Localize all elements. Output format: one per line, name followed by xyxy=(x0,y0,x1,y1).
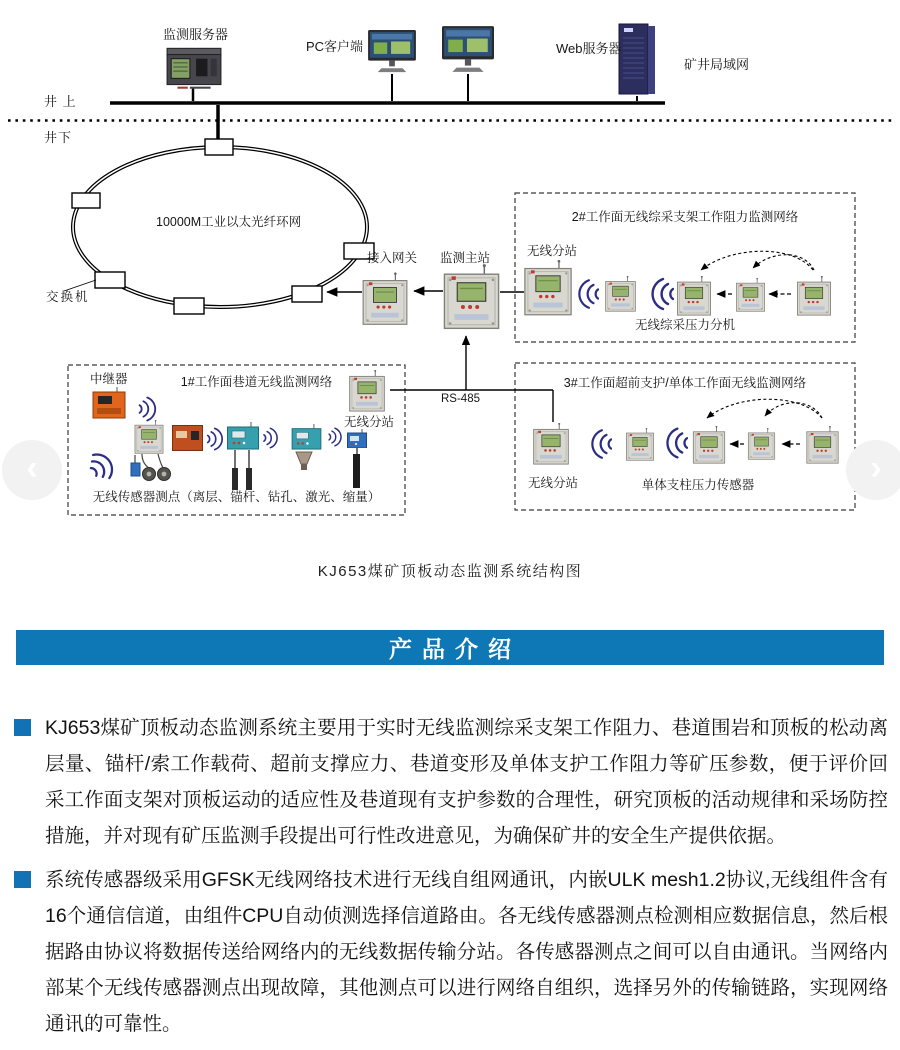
product-intro-section xyxy=(14,710,888,1050)
label-fiber-ring: 10000M工业以太光纤环网 xyxy=(156,215,302,229)
section-banner-title: 产品介绍 xyxy=(389,636,521,662)
chevron-right-icon: › xyxy=(870,449,882,487)
network3-devices xyxy=(534,399,839,464)
label-master-station: 监测主站 xyxy=(440,251,491,265)
pc-client-monitor-1 xyxy=(368,30,416,72)
chevron-left-icon: ‹ xyxy=(26,449,38,487)
paragraph-text: 系统传感器级采用GFSK无线网络技术进行无线自组网通讯，内嵌ULK mesh1.2协议,无线组件含有16个通信信道，由组件CPU自动侦测选择信道路由。各无线传感器测点检测相应数据信息，然后根据路由协议将数据传送给网络内的无线数据传输分站。各传感器测点之间可以自由通讯。当网络内部某个无线传感器测点出现故障，其他测点可以进行网络自组织，选择另外的传输链路，实现网络通讯的可靠性。 xyxy=(45,869,888,1035)
label-substation-net2: 无线分站 xyxy=(527,244,578,258)
web-server-tower xyxy=(619,24,655,94)
label-substation-net1: 无线分站 xyxy=(344,415,395,429)
intro-paragraph-2 xyxy=(14,862,888,1042)
label-pc-client: PC客户端 xyxy=(306,39,364,54)
bullet-marker xyxy=(14,871,31,888)
label-monitoring-server: 监测服务器 xyxy=(163,27,229,42)
access-gateway-device xyxy=(363,272,407,324)
carousel-next-button[interactable] xyxy=(846,440,900,500)
label-repeater: 中继器 xyxy=(90,372,128,386)
label-web-server: Web服务器 xyxy=(556,41,622,56)
label-network1-title: 1#工作面巷道无线监测网络 xyxy=(180,375,333,389)
intro-paragraph-1 xyxy=(14,710,888,854)
pc-client-monitor-2 xyxy=(442,26,494,72)
surface-network-lines xyxy=(8,74,896,147)
monitoring-server-device xyxy=(167,48,221,88)
label-network2-device: 无线综采压力分机 xyxy=(634,318,735,332)
label-network3-title: 3#工作面超前支护/单体工作面无线监测网络 xyxy=(563,376,807,390)
section-banner xyxy=(16,630,884,665)
label-mine-lan: 矿井局域网 xyxy=(684,57,750,72)
label-underground: 井下 xyxy=(44,130,73,145)
diagram-caption: KJ653煤矿顶板动态监测系统结构图 xyxy=(317,563,583,580)
label-network3-device: 单体支柱压力传感器 xyxy=(641,478,755,492)
master-station-device xyxy=(444,264,498,328)
label-surface: 井 上 xyxy=(44,94,77,109)
label-access-gateway: 接入网关 xyxy=(367,251,418,265)
label-network2-title: 2#工作面无线综采支架工作阻力监测网络 xyxy=(571,210,799,224)
paragraph-text: KJ653煤矿顶板动态监测系统主要用于实时无线监测综采支架工作阻力、巷道围岩和顶板的松动离层量、锚杆/索工作载荷、超前支撑应力、巷道变形及单体支护工作阻力等矿压参数，便于评价回采工作面支架对顶板运动的适应性及巷道现有支护参数的合理性，研究顶板的活动规律和采场防控措施，并对现有矿压监测手段提出可行性改进意见，为确保矿井的安全生产提供依据。 xyxy=(45,717,888,847)
label-network1-sensors: 无线传感器测点（离层、锚杆、钻孔、激光、缩量） xyxy=(92,490,381,504)
label-rs485: RS-485 xyxy=(441,393,480,405)
bullet-marker xyxy=(14,719,31,736)
label-switch: 交换机 xyxy=(46,290,90,304)
label-substation-net3: 无线分站 xyxy=(528,476,579,490)
network2-devices xyxy=(525,251,831,315)
carousel-prev-button[interactable] xyxy=(2,440,62,500)
